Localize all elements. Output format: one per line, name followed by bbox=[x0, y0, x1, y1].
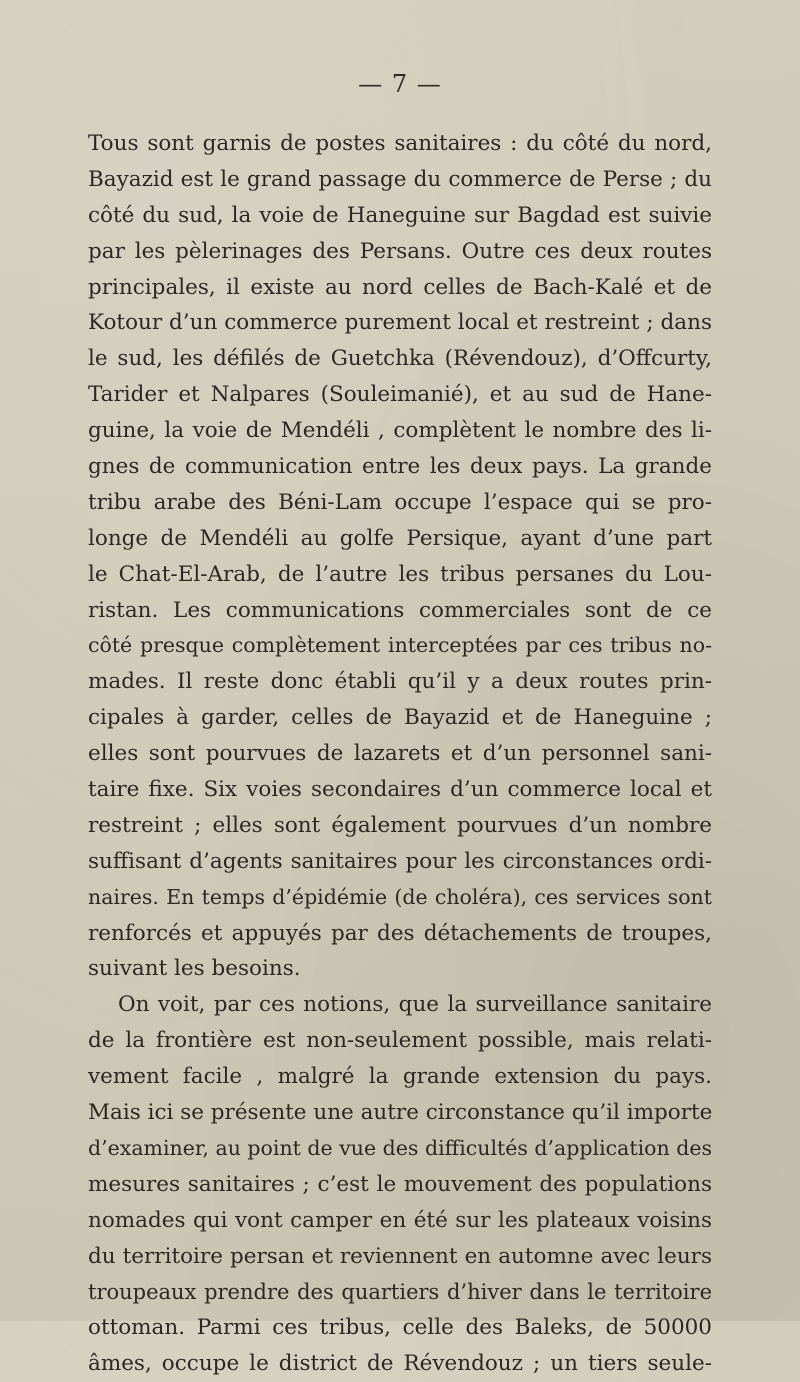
text-line: tribu arabe des Béni-Lam occupe l’espace qui se pro- bbox=[88, 489, 712, 515]
text-line: ottoman. Parmi ces tribus, celle des Baleks, de 50000 bbox=[88, 1315, 712, 1341]
text-line: taire fixe. Six voies secondaires d’un commerce local et bbox=[88, 777, 712, 803]
text-line: troupeaux prendre des quartiers d’hiver dans le territoire bbox=[88, 1279, 712, 1304]
text-line: elles sont pourvues de lazarets et d’un personnel sani- bbox=[88, 741, 712, 767]
text-line: mesures sanitaires ; c’est le mouvement des populations bbox=[88, 1171, 712, 1197]
text-line: Bayazid est le grand passage du commerce de Perse ; du bbox=[88, 166, 712, 192]
text-line: gnes de communication entre les deux pays. La grande bbox=[88, 454, 712, 480]
page-number: — 7 — bbox=[358, 70, 442, 98]
text-line: le sud, les défilés de Guetchka (Révendouz), d’Offcurty, bbox=[88, 346, 712, 372]
text-line: Mais ici se présente une autre circonstance qu’il importe bbox=[88, 1100, 712, 1126]
text-line: longe de Mendéli au golfe Persique, ayant d’une part bbox=[88, 525, 712, 551]
text-line: renforcés et appuyés par des détachements de troupes, bbox=[88, 920, 712, 946]
text-line: côté du sud, la voie de Haneguine sur Bagdad est suivie bbox=[88, 202, 712, 228]
text-line: suffisant d’agents sanitaires pour les circonstances ordi- bbox=[88, 848, 712, 874]
text-line: Kotour d’un commerce purement local et restreint ; dans bbox=[88, 310, 712, 336]
text-line: restreint ; elles sont également pourvues d’un nombre bbox=[88, 812, 712, 838]
text-line: naires. En temps d’épidémie (de choléra), ces services sont bbox=[88, 884, 712, 909]
text-line: de la frontière est non-seulement possible, mais relati- bbox=[88, 1028, 712, 1054]
text-line: mades. Il reste donc établi qu’il y a deux routes prin- bbox=[88, 669, 712, 695]
text-line: vement facile , malgré la grande extension du pays. bbox=[88, 1064, 712, 1090]
text-line: nomades qui vont camper en été sur les plateaux voisins bbox=[88, 1207, 712, 1233]
text-line: le Chat-El-Arab, de l’autre les tribus persanes du Lou- bbox=[88, 561, 712, 587]
text-line: suivant les besoins. bbox=[88, 956, 301, 982]
text-line: guine, la voie de Mendéli , complètent le nombre des li- bbox=[88, 418, 712, 444]
text-line: par les pèlerinages des Persans. Outre ces deux routes bbox=[88, 238, 712, 264]
text-line: du territoire persan et reviennent en automne avec leurs bbox=[88, 1243, 712, 1269]
text-line: d’examiner, au point de vue des difficultés d’application des bbox=[88, 1135, 712, 1160]
text-line: ristan. Les communications commerciales sont de ce bbox=[88, 597, 712, 623]
text-line: côté presque complètement interceptées par ces tribus no- bbox=[88, 633, 712, 658]
text-line: âmes, occupe le district de Révendouz ; un tiers seule- bbox=[88, 1351, 712, 1377]
text-line: Tous sont garnis de postes sanitaires : du côté du nord, bbox=[88, 131, 712, 156]
body-text bbox=[88, 126, 712, 1382]
text-line: cipales à garder, celles de Bayazid et de Haneguine ; bbox=[88, 705, 712, 731]
text-line: principales, il existe au nord celles de Bach-Kalé et de bbox=[88, 274, 712, 300]
text-line: On voit, par ces notions, que la surveillance sanitaire bbox=[118, 992, 712, 1018]
text-line: Tarider et Nalpares (Souleimanié), et au sud de Hane- bbox=[88, 382, 712, 408]
